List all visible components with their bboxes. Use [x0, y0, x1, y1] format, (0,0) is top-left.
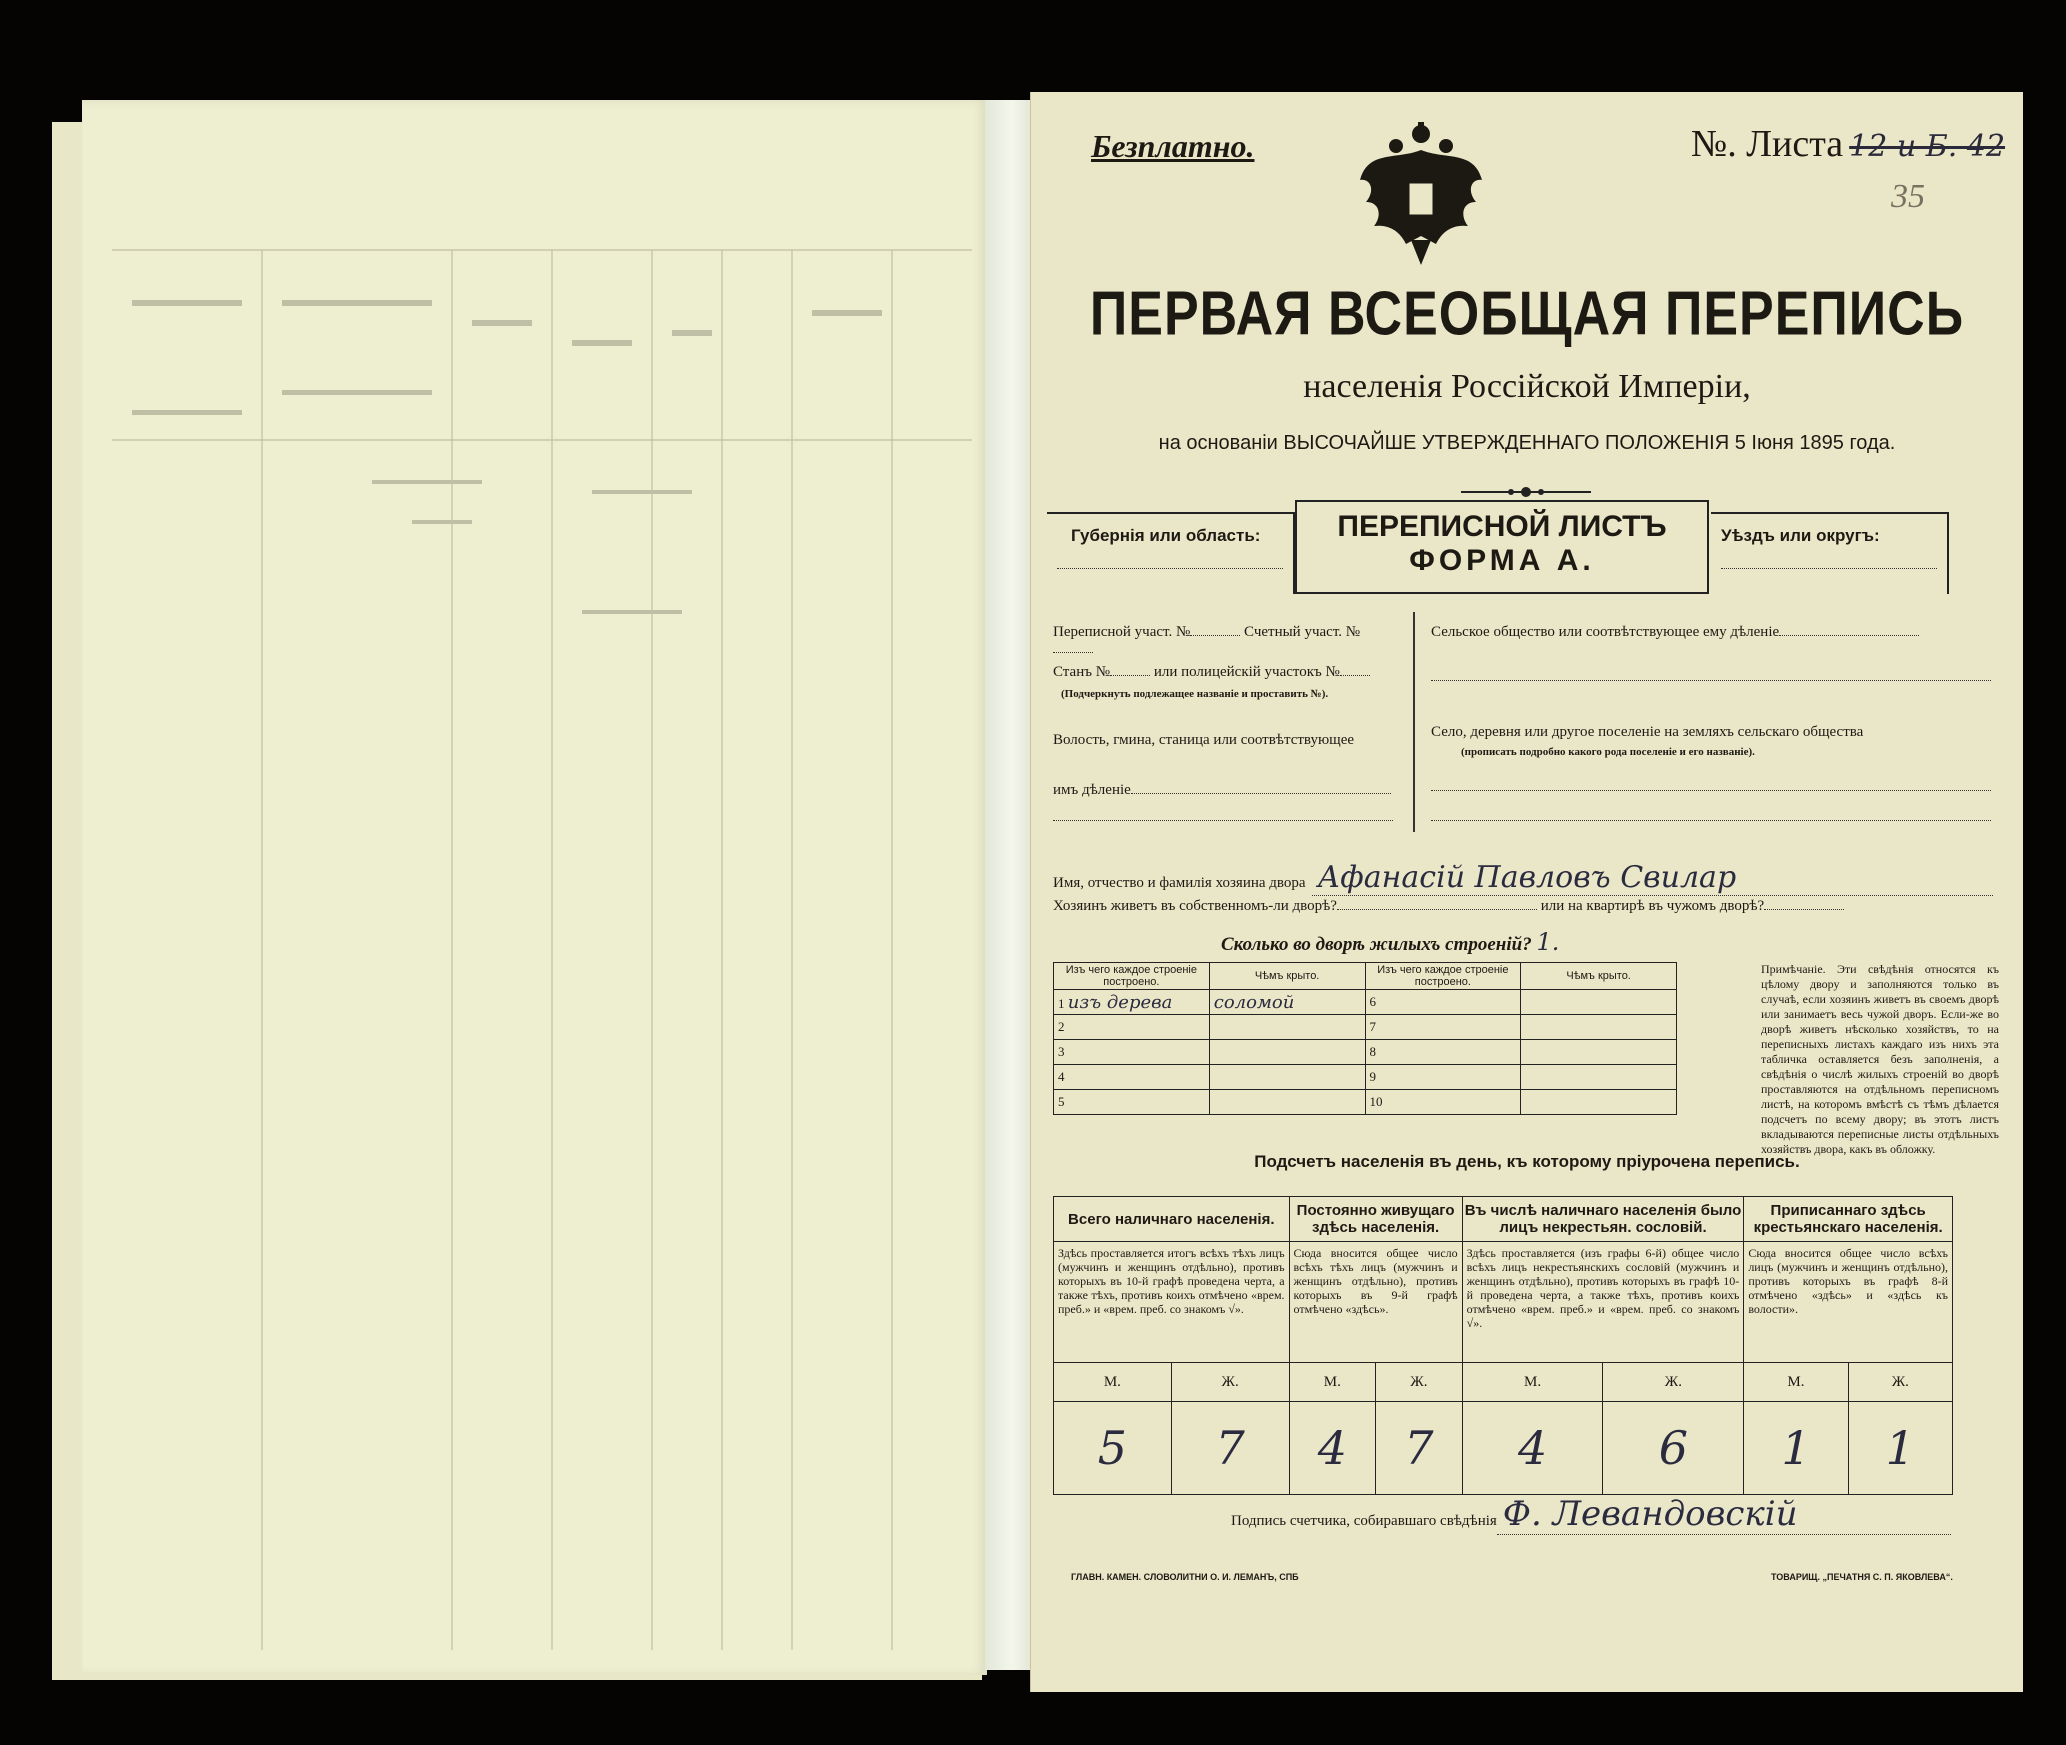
non-peasant-female-value[interactable]: 6: [1603, 1402, 1744, 1495]
village-label: Село, деревня или другое поселеніе на земляхъ сельскаго общества: [1431, 724, 1864, 740]
population-col-title: Въ числѣ наличнаго населенія было лицъ некрестьян. сословій.: [1462, 1197, 1744, 1242]
roof-cell[interactable]: [1209, 1065, 1365, 1090]
signature-label: Подпись счетчика, собиравшаго свѣдѣнія: [1231, 1513, 1497, 1529]
material-cell[interactable]: 6: [1365, 990, 1521, 1015]
male-header: М.: [1054, 1363, 1172, 1402]
table-row: [1054, 990, 1677, 1015]
own-yard-field[interactable]: [1337, 909, 1537, 910]
sheet-number: [1691, 122, 2005, 166]
population-heading: Подсчетъ населенія въ день, къ которому пріурочена перепись.: [1254, 1152, 1800, 1171]
roof-cell[interactable]: [1521, 990, 1677, 1015]
population-col-title: Постоянно живущаго здѣсь населенія.: [1289, 1197, 1462, 1242]
table-row: [1054, 1065, 1677, 1090]
population-col-title: Всего наличнаго населенія.: [1054, 1197, 1290, 1242]
buildings-count-value[interactable]: 1.: [1536, 928, 1560, 956]
lives-row: [1053, 898, 1993, 915]
volost-label: Волость, гмина, станица или соотвѣтствующее: [1053, 732, 1355, 748]
buildings-count-label: Сколько во дворѣ жилыхъ строеній?: [1221, 934, 1532, 955]
signature-row: [1231, 1494, 1951, 1535]
buildings-table: [1053, 962, 1677, 1115]
census-district-row: [1053, 624, 1393, 658]
village-note: (прописать подробно какого рода поселеніе и его названіе).: [1461, 746, 1755, 758]
buildings-material-header: Изъ чего каждое строеніе построено.: [1054, 963, 1210, 990]
material-cell[interactable]: 1 изъ дерева: [1054, 990, 1210, 1015]
roof-cell[interactable]: [1209, 1040, 1365, 1065]
female-header: Ж.: [1376, 1363, 1463, 1402]
lives-or-label: или на квартирѣ въ чужомъ дворѣ?: [1540, 898, 1765, 914]
volost-row: [1053, 782, 1403, 799]
uezd-box: [1711, 512, 1949, 594]
ornament-divider: [1461, 485, 1591, 499]
count-district-label: Счетный участ. №: [1244, 624, 1361, 640]
count-district-field[interactable]: [1053, 652, 1093, 653]
stan-row: [1053, 664, 1403, 681]
volost-field[interactable]: [1131, 793, 1391, 794]
population-table: [1053, 1196, 1953, 1495]
female-header: Ж.: [1848, 1363, 1952, 1402]
material-cell[interactable]: 2: [1054, 1015, 1210, 1040]
owner-name-field[interactable]: Афанасій Павловъ Свилар: [1312, 860, 1993, 896]
owner-label: Имя, отчество и фамилія хозяина двора: [1053, 875, 1306, 891]
female-header: Ж.: [1603, 1363, 1744, 1402]
gubernia-field[interactable]: [1057, 568, 1283, 569]
column-divider: [1413, 612, 1415, 832]
printer-mark-left: ГЛАВН. КАМЕН. СЛОВОЛИТНИ О. И. ЛЕМАНЪ, СПБ: [1071, 1572, 1299, 1582]
owner-row: [1053, 860, 1993, 896]
gubernia-label: Губернія или область:: [1071, 526, 1261, 545]
male-header: М.: [1462, 1363, 1603, 1402]
roof-cell[interactable]: [1521, 1090, 1677, 1115]
volost-label-2: имъ дѣленіе: [1053, 782, 1131, 798]
census-form-page: [1030, 92, 2023, 1692]
buildings-roof-header: Чѣмъ крыто.: [1209, 963, 1365, 990]
table-row: [1054, 1015, 1677, 1040]
roof-cell[interactable]: [1209, 1090, 1365, 1115]
stan-label: Станъ №: [1053, 664, 1111, 680]
material-cell[interactable]: 9: [1365, 1065, 1521, 1090]
other-yard-field[interactable]: [1764, 909, 1844, 910]
society-row: [1431, 624, 2001, 641]
census-district-label: Переписной участ. №: [1053, 624, 1191, 640]
roof-cell[interactable]: [1521, 1015, 1677, 1040]
police-field[interactable]: [1340, 675, 1370, 676]
buildings-count-row: [1221, 928, 1559, 956]
gubernia-box: [1047, 512, 1295, 594]
uezd-field[interactable]: [1721, 568, 1937, 569]
registered-female-value[interactable]: 1: [1848, 1402, 1952, 1495]
population-values-row: [1054, 1402, 1953, 1495]
material-cell[interactable]: 4: [1054, 1065, 1210, 1090]
non-peasant-male-value[interactable]: 4: [1462, 1402, 1603, 1495]
stan-field[interactable]: [1110, 675, 1150, 676]
society-field[interactable]: [1779, 635, 1919, 636]
signature-field[interactable]: Ф. Левандовскій: [1497, 1494, 1951, 1535]
population-col-title: Приписаннаго здѣсь крестьянскаго населенія.: [1744, 1197, 1953, 1242]
sheet-number-value: 12 и Б. 42: [1849, 129, 2006, 164]
total-female-value[interactable]: 7: [1171, 1402, 1289, 1495]
population-col-desc: Здѣсь проставляется итогъ всѣхъ тѣхъ лицъ (мужчинъ и женщинъ отдѣльно), противъ которыхъ въ 10-й графѣ проведена черта, а также тѣхъ, противъ коихъ отмѣчено «врем. преб.» и «врем. преб. со знакомъ √».: [1054, 1242, 1290, 1363]
female-header: Ж.: [1171, 1363, 1289, 1402]
society-label: Сельское общество или соотвѣтствующее ему дѣленіе: [1431, 624, 1780, 640]
material-cell[interactable]: 10: [1365, 1090, 1521, 1115]
buildings-note: Примѣчаніе. Эти свѣдѣнія относятся къ цѣлому двору и заполняются только въ случаѣ, если хозяинъ живетъ въ своемъ дворѣ или занимаетъ весь чужой дворъ. Если-же во дворѣ живетъ нѣсколько хозяйствъ, то на переписныхъ листахъ каждаго изъ нихъ эта табличка оставляется безъ заполненія, а свѣдѣнія о числѣ жилыхъ строеній во дворѣ проставляются на отдѣльномъ переписномъ листѣ, на которомъ вмѣстѣ съ тѣмъ дѣлается подсчетъ по всему двору; въ этотъ листъ вкладываются переписные листы отдѣльныхъ хозяйствъ двора, какъ въ обложку.: [1761, 962, 1999, 1156]
male-header: М.: [1289, 1363, 1376, 1402]
free-label: Безплатно.: [1091, 128, 1255, 164]
printer-mark-right: ТОВАРИЩ. „ПЕЧАТНЯ С. П. ЯКОВЛЕВА“.: [1771, 1572, 1953, 1582]
population-col-desc: Здѣсь проставляется (изъ графы 6-й) общее число всѣхъ лицъ некрестьянскихъ сословій (мужчинъ и женщинъ отдѣльно), противъ которыхъ въ графѣ 10-й проведена черта, а также тѣхъ, противъ коихъ отмѣчено «врем. преб.» и «врем. преб. со знакомъ √».: [1462, 1242, 1744, 1363]
sheet-number-label: №. Листа: [1691, 123, 1844, 165]
roof-cell[interactable]: [1521, 1065, 1677, 1090]
material-cell[interactable]: 5: [1054, 1090, 1210, 1115]
volost-field-2[interactable]: [1053, 820, 1393, 821]
census-district-field[interactable]: [1190, 635, 1240, 636]
roof-cell[interactable]: [1521, 1040, 1677, 1065]
buildings-roof-header-2: Чѣмъ крыто.: [1521, 963, 1677, 990]
imperial-eagle-emblem: [1356, 120, 1486, 270]
table-row: [1054, 1090, 1677, 1115]
population-desc-row: [1054, 1242, 1953, 1363]
form-box-title: ПЕРЕПИСНОЙ ЛИСТЪ: [1337, 510, 1667, 543]
form-subtitle: населенія Россійской Имперіи,: [1303, 368, 1751, 405]
buildings-material-header-2: Изъ чего каждое строеніе построено.: [1365, 963, 1521, 990]
form-box: [1295, 500, 1709, 594]
left-blank-page: [82, 100, 987, 1675]
police-label: или полицейскій участокъ №: [1153, 664, 1340, 680]
bleed-through-grid: [112, 190, 972, 1650]
form-title: ПЕРВАЯ ВСЕОБЩАЯ ПЕРЕПИСЬ: [1089, 279, 1965, 349]
village-field-2[interactable]: [1431, 820, 1991, 821]
population-col-desc: Сюда вносится общее число всѣхъ тѣхъ лицъ (мужчинъ и женщинъ отдѣльно), противъ которыхъ въ 9-й графѣ отмѣчено «здѣсь».: [1289, 1242, 1462, 1363]
underline-note: (Подчеркнуть подлежащее названіе и проставить №).: [1061, 688, 1329, 700]
legal-basis: на основаніи ВЫСОЧАЙШЕ УТВЕРЖДЕННАГО ПОЛОЖЕНІЯ 5 Іюня 1895 года.: [1158, 432, 1896, 454]
population-title-row: [1054, 1197, 1953, 1242]
roof-cell[interactable]: соломой: [1209, 990, 1365, 1015]
population-col-desc: Сюда вносится общее число всѣхъ лицъ (мужчинъ и женщинъ отдѣльно), противъ которыхъ въ графѣ 8-й отмѣчено «здѣсь» и «здѣсь къ волости».: [1744, 1242, 1953, 1363]
total-male-value[interactable]: 5: [1054, 1402, 1172, 1495]
uezd-label: Уѣздъ или округъ:: [1721, 526, 1880, 545]
lives-label: Хозяинъ живетъ въ собственномъ-ли дворѣ?: [1053, 898, 1337, 914]
population-sex-row: [1054, 1363, 1953, 1402]
form-box-subtitle: ФОРМА А.: [1409, 544, 1595, 577]
material-cell[interactable]: 7: [1365, 1015, 1521, 1040]
archive-folio-number: 35: [1891, 178, 1925, 215]
male-header: М.: [1744, 1363, 1848, 1402]
table-row: [1054, 1040, 1677, 1065]
permanent-female-value[interactable]: 7: [1376, 1402, 1463, 1495]
roof-cell[interactable]: [1209, 1015, 1365, 1040]
registered-male-value[interactable]: 1: [1744, 1402, 1848, 1495]
permanent-male-value[interactable]: 4: [1289, 1402, 1376, 1495]
material-cell[interactable]: 3: [1054, 1040, 1210, 1065]
society-field-2[interactable]: [1431, 680, 1991, 681]
material-cell[interactable]: 8: [1365, 1040, 1521, 1065]
village-field[interactable]: [1431, 790, 1991, 791]
